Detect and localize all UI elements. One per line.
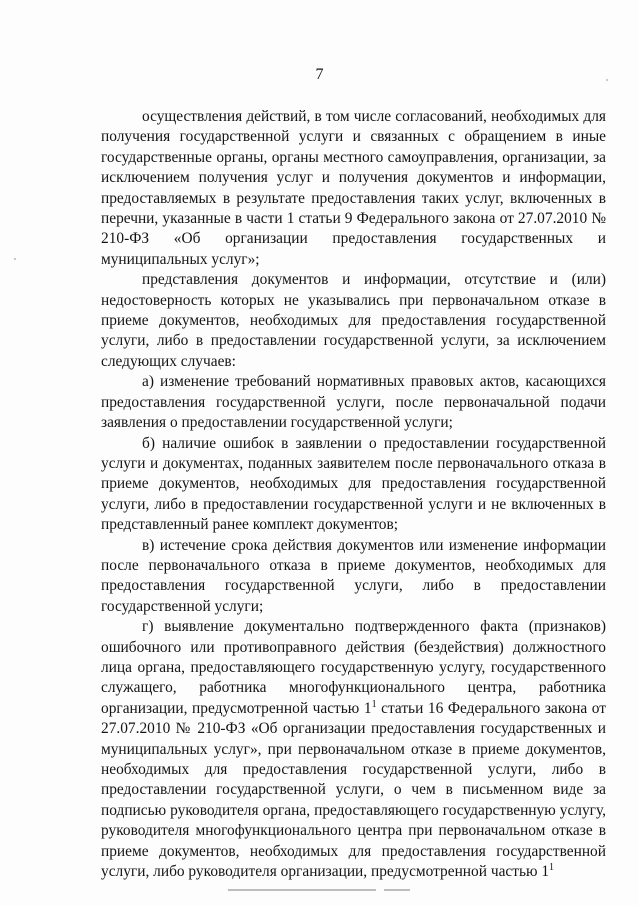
paragraph-case-g — [101, 617, 606, 882]
scan-artifact-line — [228, 889, 376, 891]
document-body — [101, 107, 606, 882]
paragraph-case-a: а) изменение требований нормативных правовых актов, касающихся предоставления государственной услуги, после первоначальной подачи заявления о предоставлении государственной услуги; — [101, 373, 606, 432]
paragraph-documents-information: представления документов и информации, отсутствие и (или) недостоверность которых не указывались при первоначальном отказе в приеме документов, необходимых для предоставления государственной услуги, либо в предоставлении государственной услуги, за исключением следующих случаев: — [101, 271, 606, 370]
case-g-text-part-2: статьи 16 Федерального закона от 27.07.2010 № 210-ФЗ «Об организации предоставления государственных и муниципальных услуг», при первоначальном отказе в приеме документов, необходимых для предоставления государственной услуги, либо в предоставлении государственной услуги, о чем в письменном виде за подписью руководителя органа, предоставляющего государственную услугу, руководителя многофункционального центра при первоначальном отказе в приеме документов, необходимых для предоставления государственной услуги, либо руководителя организации, предусмотренной частью 1 — [101, 699, 606, 881]
scan-artifact-line — [384, 889, 410, 891]
case-g-text-part-1: г) выявление документально подтвержденного факта (признаков) ошибочного или противоправного действия (бездействия) должностного лица органа, предоставляющего государственную услугу, государственного служащего, работника многофункционального центра, работника организации, предусмотренной частью 1 — [101, 618, 606, 717]
paragraph-actions-approvals: осуществления действий, в том числе согласований, необходимых для получения государственной услуги и связанных с обращением в иные государственные органы, органы местного самоуправления, организации, за исключением получения услуг и получения документов и информации, предоставляемых в результате предоставления таких услуг, включенных в перечни, указанные в части 1 статьи 9 Федерального закона от 27.07.2010 № 210-ФЗ «Об организации предоставления государственных и муниципальных услуг»; — [101, 108, 606, 268]
superscript-1: 1 — [371, 698, 377, 710]
paragraph-case-v: в) истечение срока действия документов или изменение информации после первоначального отказа в приеме документов, необходимых для предоставления государственной услуги, либо в предоставлении государственной услуги; — [101, 536, 606, 615]
paragraph-case-b: б) наличие ошибок в заявлении о предоставлении государственной услуги и документах, поданных заявителем после первоначального отказа в приеме документов, необходимых для предоставления государственной услуги, либо в предоставлении государственной услуги и не включенных в представленный ранее комплект документов; — [101, 434, 606, 534]
page-number: 7 — [315, 66, 324, 83]
superscript-1-end: 1 — [549, 862, 555, 874]
scan-artifact-dot — [606, 79, 608, 81]
scan-artifact-dot — [14, 258, 16, 260]
